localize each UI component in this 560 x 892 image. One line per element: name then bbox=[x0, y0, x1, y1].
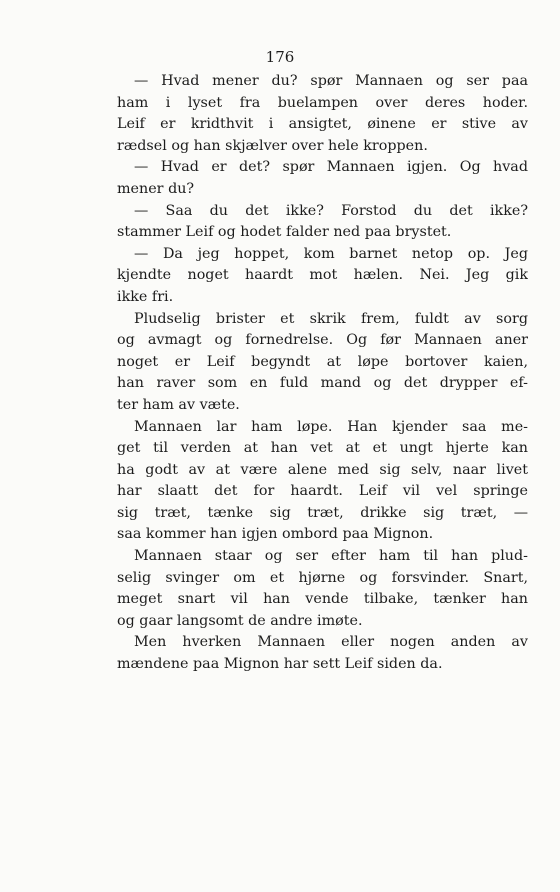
text-line: mændene paa Mignon har sett Leif siden da. bbox=[117, 656, 443, 673]
text-line: og gaar langsomt de andre imøte. bbox=[117, 612, 363, 629]
text-line: og avmagt og fornedrelse. Og før Mannaen aner bbox=[117, 332, 528, 349]
text-line: mener du? bbox=[117, 180, 195, 197]
text-line: — Hvad mener du? spør Mannaen og ser paa bbox=[134, 73, 528, 89]
text-line: Men hverken Mannaen eller nogen anden av bbox=[134, 634, 528, 651]
text-line: ter ham av væte. bbox=[117, 396, 240, 413]
text-line: kjendte noget haardt mot hælen. Nei. Jeg gik bbox=[117, 267, 528, 284]
text-line: ikke fri. bbox=[117, 288, 174, 305]
text-line: rædsel og han skjælver over hele kroppen. bbox=[117, 137, 428, 154]
text-line: sig træt, tænke sig træt, drikke sig træt, — bbox=[117, 504, 528, 521]
text-line: Pludselig brister et skrik frem, fuldt av sorg bbox=[134, 310, 528, 327]
text-line: — Hvad er det? spør Mannaen igjen. Og hvad bbox=[134, 159, 528, 176]
page-number: 176 bbox=[265, 48, 295, 66]
text-line: Leif er kridthvit i ansigtet, øinene er stive av bbox=[117, 116, 528, 133]
text-line: selig svinger om et hjørne og forsvinder. Snart, bbox=[117, 569, 528, 586]
text-line: stammer Leif og hodet falder ned paa brystet. bbox=[117, 224, 452, 241]
text-line: han raver som en fuld mand og det drypper ef- bbox=[117, 375, 528, 392]
text-line: meget snart vil han vende tilbake, tænker han bbox=[117, 591, 528, 608]
body-text bbox=[117, 71, 528, 676]
text-line: — Saa du det ikke? Forstod du det ikke? bbox=[134, 202, 528, 219]
text-line: Mannaen staar og ser efter ham til han plud- bbox=[134, 548, 528, 565]
text-line: noget er Leif begyndt at løpe bortover kaien, bbox=[117, 353, 528, 370]
text-line: ham i lyset fra buelampen over deres hoder. bbox=[117, 94, 528, 111]
text-line: — Da jeg hoppet, kom barnet netop op. Jeg bbox=[134, 245, 528, 262]
text-line: Mannaen lar ham løpe. Han kjender saa me- bbox=[134, 418, 528, 435]
text-line: saa kommer han igjen ombord paa Mignon. bbox=[117, 526, 434, 543]
text-line: ha godt av at være alene med sig selv, naar livet bbox=[117, 461, 528, 478]
text-line: get til verden at han vet at et ungt hjerte kan bbox=[117, 440, 528, 457]
text-line: har slaatt det for haardt. Leif vil vel springe bbox=[117, 483, 528, 500]
